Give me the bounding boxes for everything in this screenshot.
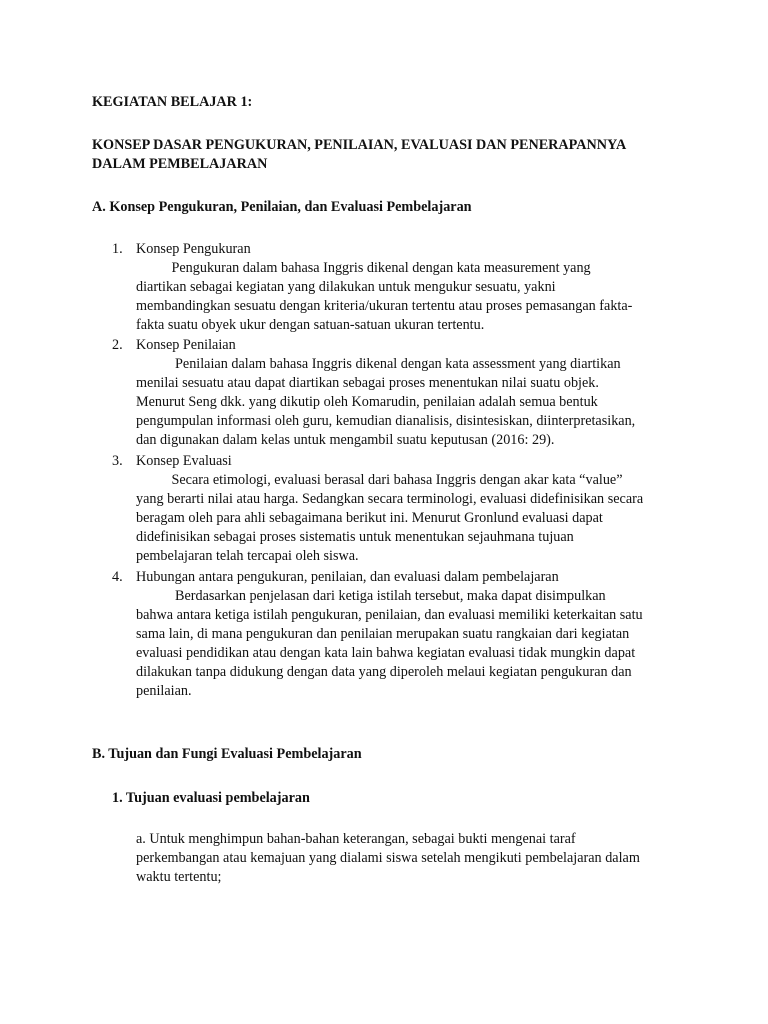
- main-title: [92, 136, 626, 174]
- paragraph-line: beragam oleh para ahli sebagaimana berikut ini. Menurut Gronlund evaluasi dapat: [136, 510, 603, 526]
- paragraph-line: membandingkan sesuatu dengan kriteria/ukuran tertentu atau proses pemasangan fakta-: [136, 298, 633, 314]
- list-item: [136, 568, 676, 701]
- list-item-number: 3.: [112, 453, 123, 469]
- section-a-heading: A. Konsep Pengukuran, Penilaian, dan Evaluasi Pembelajaran: [92, 199, 472, 215]
- paragraph-line: diartikan sebagai kegiatan yang dilakukan untuk mengukur sesuatu, yakni: [136, 279, 556, 295]
- b1a-paragraph: [136, 830, 676, 887]
- main-title-line: KONSEP DASAR PENGUKURAN, PENILAIAN, EVALUASI DAN PENERAPANNYA: [92, 137, 627, 153]
- main-title-line: DALAM PEMBELAJARAN: [92, 156, 268, 172]
- paragraph-line: sama lain, di mana pengukuran dan penilaian merupakan suatu rangkaian dari kegiatan: [136, 626, 630, 642]
- paragraph-line: Menurut Seng dkk. yang dikutip oleh Komarudin, penilaian adalah semua bentuk: [136, 394, 598, 410]
- paragraph-line: fakta suatu obyek ukur dengan satuan-satuan ukuran tertentu.: [136, 317, 485, 333]
- paragraph-line: pengumpulan informasi oleh guru, kemudian dianalisis, disintesiskan, diinterpretasikan,: [136, 413, 636, 429]
- paragraph-line: waktu tertentu;: [136, 869, 222, 885]
- list-item: [136, 336, 676, 450]
- paragraph-line: evaluasi pendidikan atau dengan kata lain bahwa kegiatan evaluasi tidak mungkin dapat: [136, 645, 636, 661]
- paragraph-line: yang berarti nilai atau harga. Sedangkan secara terminologi, evaluasi didefinisikan secara: [136, 491, 644, 507]
- list-item-title: Hubungan antara pengukuran, penilaian, dan evaluasi dalam pembelajaran: [136, 569, 559, 585]
- section-b-heading: B. Tujuan dan Fungi Evaluasi Pembelajaran: [92, 746, 362, 762]
- list-item-title: Konsep Evaluasi: [136, 453, 232, 469]
- paragraph-line: bahwa antara ketiga istilah pengukuran, penilaian, dan evaluasi memiliki keterkaitan satu: [136, 607, 643, 623]
- list-item-number: 1.: [112, 241, 123, 257]
- list-item-title: Konsep Penilaian: [136, 337, 236, 353]
- paragraph-line: Berdasarkan penjelasan dari ketiga istilah tersebut, maka dapat disimpulkan: [136, 588, 606, 604]
- paragraph-line: Pengukuran dalam bahasa Inggris dikenal dengan kata measurement yang: [136, 260, 591, 276]
- paragraph-line: didefinisikan sebagai proses sistematis untuk menentukan sejauhmana tujuan: [136, 529, 574, 545]
- subsection-b1-heading: 1. Tujuan evaluasi pembelajaran: [112, 790, 310, 806]
- paragraph-line: menilai sesuatu atau dapat diartikan sebagai proses menentukan nilai suatu objek.: [136, 375, 599, 391]
- paragraph-line: a. Untuk menghimpun bahan-bahan keterangan, sebagai bukti mengenai taraf: [136, 831, 576, 847]
- list-item-number: 2.: [112, 337, 123, 353]
- paragraph-line: pembelajaran telah tercapai oleh siswa.: [136, 548, 359, 564]
- list-item-title: Konsep Pengukuran: [136, 241, 251, 257]
- paragraph-line: Penilaian dalam bahasa Inggris dikenal dengan kata assessment yang diartikan: [136, 356, 621, 372]
- paragraph-line: perkembangan atau kemajuan yang dialami siswa setelah mengikuti pembelajaran dalam: [136, 850, 640, 866]
- list-item-number: 4.: [112, 569, 123, 585]
- kegiatan-title: KEGIATAN BELAJAR 1:: [92, 94, 253, 110]
- paragraph-line: penilaian.: [136, 683, 192, 699]
- list-item: [136, 240, 676, 335]
- paragraph-line: dan digunakan dalam kelas untuk mengambil suatu keputusan (2016: 29).: [136, 432, 555, 448]
- paragraph-line: Secara etimologi, evaluasi berasal dari bahasa Inggris dengan akar kata “value”: [136, 472, 623, 488]
- paragraph-line: dilakukan tanpa didukung dengan data yang diperoleh melaui kegiatan pengukuran dan: [136, 664, 632, 680]
- list-item: [136, 452, 676, 566]
